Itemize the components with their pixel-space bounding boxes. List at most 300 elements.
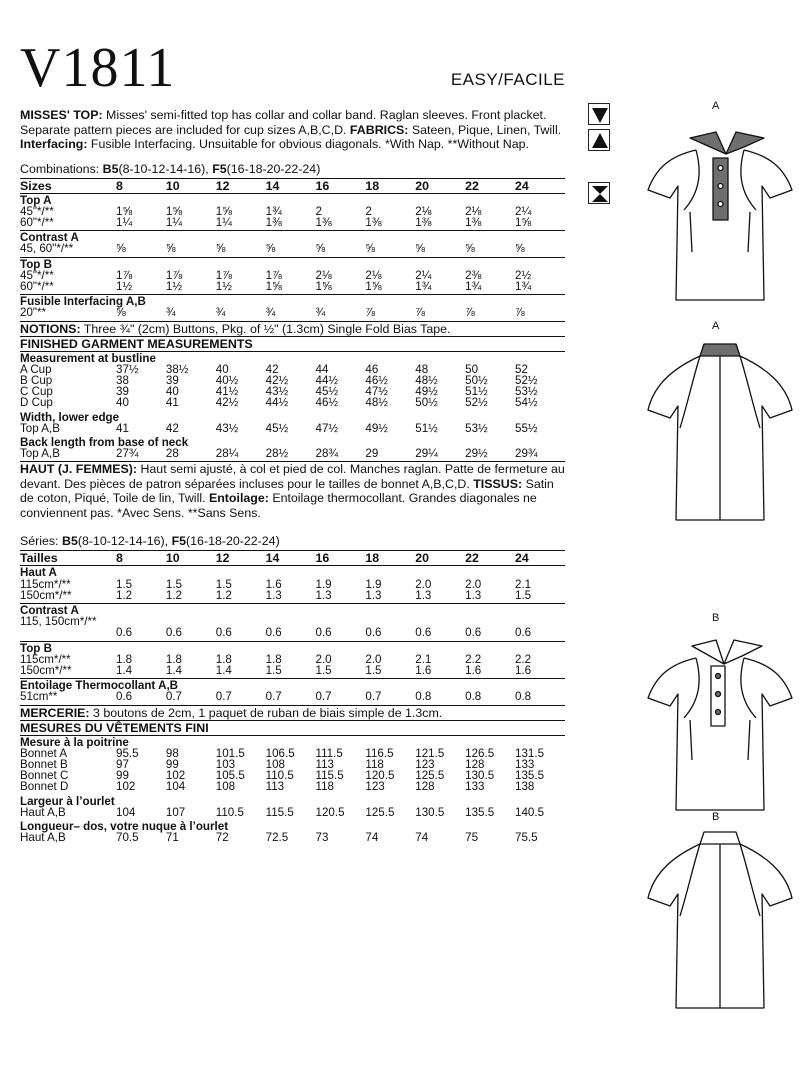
fr-combo-f5-sizes: (16-18-20-22-24) [186,534,280,549]
size-24: 24 [515,551,565,566]
cell-value: ¾ [165,306,176,320]
cell-value: 1.5 [265,663,282,677]
cell-value: 1⅞ [265,268,282,282]
cell-value: 28 [165,447,179,461]
cell-value: 2.1 [415,652,432,666]
cell-value: 1.2 [165,588,182,602]
cell-value: 98 [165,746,179,760]
cell-value: 2¼ [415,268,432,282]
cell-value: 101.5 [215,746,245,760]
cell-value: 38½ [165,362,189,376]
table-row [20,397,565,410]
cell-value: 0.6 [116,690,133,704]
size-10: 10 [166,551,216,566]
cell-value: 40½ [215,373,239,387]
cell-value: 111.5 [315,746,343,760]
cell-value: 1¾ [265,204,282,218]
cell-value: 49½ [415,385,438,399]
row-label: 150cm*/** [20,663,72,677]
cell-value: 1¼ [215,215,232,229]
cell-value: 28½ [265,447,289,461]
figure-label-front-a: A [712,100,720,112]
cell-value: 1.6 [515,663,532,677]
combo-f5: F5 [212,161,227,176]
cell-value: 115.5 [315,769,344,783]
row-label: 115cm*/** [20,577,71,591]
cell-value: ⅝ [215,242,226,256]
cell-value: 1⅞ [215,268,232,282]
cell-value: 110.5 [215,805,244,819]
cell-value: 1.6 [415,663,432,677]
cell-value: 49½ [365,421,388,435]
cell-value: ⅝ [116,242,126,256]
table-row [20,665,565,679]
cell-value: 2.0 [465,577,482,591]
cell-value: 1⅜ [415,215,432,229]
cell-value: 0.8 [515,690,532,704]
interfacing-text: Fusible Interfacing. Unsuitable for obvious diagonals. *With Nap. **Without Nap. [90,137,529,151]
cell-value: 1⅞ [165,268,182,282]
cell-value: 72.5 [265,831,289,845]
fr-interfacing-text: Entoilage thermocollant. Grandes diagonales ne conviennent pas. *Avec Sens. **Sans Sens. [20,491,537,520]
cell-value: 51½ [465,385,488,399]
cell-value: 0.6 [265,626,282,640]
row-label [20,627,116,641]
cell-value: 1⅝ [515,215,532,229]
cell-value: 75 [465,831,479,845]
cell-value: ¾ [315,306,326,320]
cell-value: 52 [515,362,528,376]
cell-value: 123 [415,758,435,771]
cell-value: 0.6 [315,626,332,640]
cell-value: 0.6 [365,626,382,640]
cell-value: 52½ [515,373,538,387]
cell-value: 116.5 [365,746,394,760]
section-title: Fusible Interfacing A,B [20,295,565,308]
cell-value: 29 [365,447,379,461]
cell-value: ⅝ [415,242,425,256]
cell-value: 2.1 [515,577,532,591]
french-measurements-table [20,736,565,846]
combo-b5-sizes: (8-10-12-14-16), [118,161,209,176]
cell-value: 0.6 [515,626,532,640]
size-22: 22 [465,551,515,566]
cell-value: 55½ [515,421,538,435]
cell-value: 135.5 [515,769,545,783]
up-triangle-icon [588,129,610,151]
fr-combo-b5: B5 [62,534,78,549]
top-a-back-illustration [640,332,800,532]
cell-value: 1⅜ [315,215,332,229]
row-label: 45, 60"*/** [20,242,74,256]
cell-value: 108 [215,780,236,794]
table-row [20,807,565,820]
english-yardage-table [20,178,565,321]
combo-b5: B5 [102,161,119,176]
english-combinations [20,162,565,176]
cell-value: 44½ [315,373,339,387]
cell-value: 1.8 [116,652,133,666]
row-label: 45"*/** [20,268,54,282]
fr-combos-label: Séries: [20,534,59,549]
cell-value: 2.0 [415,577,432,591]
cell-value: 130.5 [465,769,495,783]
cell-value: 38 [116,373,129,387]
cell-value: 99 [165,758,179,771]
cell-value: ⅞ [415,306,425,320]
table-row [20,616,565,627]
cell-value: 42½ [265,373,289,387]
combos-label: Combinations: [20,161,100,176]
cell-value: 28¼ [215,447,239,461]
row-label: 115cm*/** [20,652,71,666]
cell-value: 41 [165,396,179,410]
english-description [20,108,565,152]
cell-value: 0.6 [465,626,482,640]
cell-value: 130.5 [415,805,445,819]
cell-value: 113 [265,780,285,794]
row-label: 60"*/** [20,215,54,229]
cell-value: 1⅝ [116,204,133,218]
cell-value: 2⅜ [465,268,482,282]
cell-value: 118 [315,780,334,794]
section-title-row [20,352,565,364]
cell-value: 106.5 [265,746,295,760]
cell-value: 39 [116,385,129,399]
cell-value: 2⅛ [315,268,332,282]
cell-value: 120.5 [315,805,345,819]
table-row [20,832,565,845]
cell-value: 140.5 [515,805,545,819]
cell-value: 46½ [365,373,388,387]
row-label: 60"*/** [20,279,54,293]
cell-value: 1.5 [116,577,133,591]
section-title: Haut A [20,566,57,580]
table-row [20,281,565,295]
row-label: Haut A,B [20,805,66,819]
cell-value: 53½ [515,385,538,399]
table-row [20,217,565,231]
table-row [20,307,565,320]
cell-value: 74 [365,831,379,845]
size-header-row [20,551,565,566]
size-8: 8 [116,551,166,566]
cell-value: 104 [165,780,186,794]
section-title-row [20,603,565,616]
cell-value: 41½ [215,385,239,399]
cell-value: 39 [165,373,179,387]
english-notions [20,321,565,337]
row-label: Top A,B [20,421,60,435]
cell-value: 48½ [415,373,438,387]
cell-value: ⅝ [265,242,276,256]
cell-value: 1.2 [215,588,232,602]
cell-value: 0.8 [465,690,482,704]
row-label: 150cm*/** [20,588,72,602]
figure-label-front-b: B [712,612,720,624]
difficulty-label: EASY/FACILE [450,70,565,89]
cell-value: 47½ [315,421,339,435]
cell-value: 118 [365,758,384,771]
cell-value: 72 [215,831,229,845]
cell-value: 102 [165,769,186,783]
cell-value: 1.2 [116,588,133,602]
cell-value: 75.5 [515,831,538,845]
cell-value: 73 [315,831,329,845]
cell-value: 0.7 [165,690,182,704]
section-title-row [20,193,565,206]
row-label: 45"*/** [20,204,54,218]
cell-value: 1.5 [365,663,382,677]
section-title: Top B [20,641,565,654]
cell-value: 0.7 [315,690,332,704]
cell-value: 107 [165,805,186,819]
cell-value: 1⅜ [465,215,482,229]
table-row [20,590,565,604]
cell-value: 104 [116,805,136,819]
cell-value: 42 [165,421,179,435]
cell-value: 1.9 [365,577,382,591]
cell-value: 1⅞ [116,268,133,282]
hourglass-icon [588,182,610,204]
section-title: Measurement at bustline [20,351,156,365]
size-12: 12 [216,551,266,566]
cell-value: 1.6 [465,663,482,677]
cell-value: 1.4 [215,663,232,677]
cell-value: 1.4 [165,663,182,677]
cell-value: 2⅛ [465,204,482,218]
fabrics-heading: FABRICS: [349,122,409,137]
sizes-label: Sizes [20,178,116,193]
cell-value: 1½ [165,279,182,293]
french-combinations [20,534,565,548]
cell-value: 1¼ [165,215,182,229]
cell-value: 1.3 [465,588,482,602]
size-8: 8 [116,178,166,193]
cell-value: 45½ [315,385,339,399]
cell-value: 1.8 [165,652,182,666]
desc-heading: MISSES' TOP: [20,108,103,122]
cell-value: ¾ [265,306,276,320]
cell-value: 40 [116,396,129,410]
size-header-row [20,178,565,193]
size-10: 10 [166,178,216,193]
section-title: Contrast A [20,603,565,616]
down-triangle-icon [588,103,610,125]
fr-combo-b5-sizes: (8-10-12-14-16), [77,534,169,549]
cell-value: 1.3 [315,588,332,602]
cell-value: 135.5 [465,805,495,819]
cell-value: 1⅝ [165,204,182,218]
section-title: Back length from base of neck [20,435,189,449]
french-yardage-table [20,550,565,704]
cell-value: 113 [315,758,334,771]
cell-value: 126.5 [465,746,495,760]
size-24: 24 [515,178,565,193]
cell-value: 2⅛ [365,268,382,282]
french-notions [20,705,565,721]
page-header [20,37,565,100]
cell-value: 50½ [465,373,488,387]
cell-value: 54½ [515,396,538,410]
cell-value: 1¾ [515,279,532,293]
cell-value: 125.5 [415,769,445,783]
size-22: 22 [465,178,515,193]
fr-notions-text: 3 boutons de 2cm, 1 paquet de ruban de biais simple de 1.3cm. [92,705,443,720]
cell-value: 120.5 [365,769,395,783]
section-title: Longueur– dos, votre nuque à l’ourlet [20,820,229,834]
notions-text: Three ¾" (2cm) Buttons, Pkg. of ½" (1.3cm) Single Fold Bias Tape. [83,321,451,336]
cell-value: 48½ [365,396,388,410]
cell-value: 42½ [215,396,239,410]
table-row [20,627,565,641]
fr-fabrics-heading: TISSUS: [473,476,523,491]
fr-desc-heading: HAUT (J. FEMMES): [20,462,138,477]
cell-value: 37½ [116,362,139,376]
cell-value: 1⅜ [365,215,382,229]
cell-value: ¾ [215,306,226,320]
cell-value: ⅞ [515,306,525,320]
cell-value: 2½ [515,268,532,282]
section-title-row [20,795,565,807]
cell-value: 131.5 [515,746,545,760]
cell-value: 105.5 [215,769,245,783]
table-row [20,579,565,590]
cell-value: 41 [116,421,129,435]
cell-value: 0.6 [116,626,133,640]
cell-value: 133 [465,780,485,794]
cell-value: 47½ [365,385,388,399]
cell-value: 52½ [465,396,488,410]
cell-value: 110.5 [265,769,294,783]
size-18: 18 [365,551,415,566]
cell-value: 0.6 [165,626,182,640]
fr-fabrics-text: Satin de coton, Piqué, Toile de lin, Twill. [20,476,554,506]
section-title-row [20,295,565,308]
cell-value: 2 [365,204,372,218]
table-row [20,691,565,704]
pattern-content [20,108,565,845]
section-title-row [20,736,565,748]
french-description [20,461,565,520]
cell-value: 1.8 [215,652,232,666]
cell-value: 48 [415,362,429,376]
row-label: 51cm** [20,690,58,704]
desc-text: Misses' semi-fitted top has collar and collar band. Raglan sleeves. Front placket. Separate pattern pieces are included for cup sizes A,B,C,D. [20,108,547,137]
cell-value: 128 [415,780,435,794]
cell-value: 1¾ [465,279,482,293]
top-b-back-illustration [640,822,800,1022]
cell-value: 50 [465,362,479,376]
row-label: 20"** [20,306,47,320]
cell-value: 44 [315,362,329,376]
english-measurements-table [20,352,565,462]
cell-value: 2⅛ [415,204,432,218]
size-16: 16 [316,178,366,193]
cell-value: 1.6 [265,577,282,591]
row-label: Bonnet A [20,746,68,760]
table-row [20,781,565,794]
cell-value: 71 [165,831,179,845]
table-row [20,270,565,281]
row-label: Top A,B [20,447,60,461]
fr-desc-text: Haut semi ajusté, à col et pied de col. Manches raglan. Patte de fermeture au devant. Des pièces de patron séparées incluses pour le tailles de bonnet A,B,C,D. [20,462,565,491]
section-title: Width, lower edge [20,410,120,424]
cell-value: 1½ [116,279,133,293]
fabrics-text: Sateen, Pique, Linen, Twill. [411,122,562,137]
section-title: Contrast A [20,231,565,244]
cell-value: 2.0 [315,652,332,666]
row-label: Bonnet B [20,758,68,771]
cell-value: 0.7 [215,690,232,704]
figure-label-back-a: A [712,320,720,332]
cell-value: 45½ [265,421,289,435]
section-title-row [20,231,565,244]
table-row [20,448,565,461]
cell-value: 1.3 [365,588,382,602]
cell-value: 40 [215,362,229,376]
french-measurements-title: MESURES DU VÊTEMENTS FINI [20,721,565,736]
cell-value: 0.6 [215,626,232,640]
cell-value: 27¾ [116,447,139,461]
table-row [20,654,565,665]
pattern-number: V1811 [20,37,176,99]
cell-value: 51½ [415,421,438,435]
notions-heading: NOTIONS: [20,321,81,336]
section-title-row [20,411,565,423]
cell-value: 2.2 [465,652,482,666]
fr-notions-heading: MERCERIE: [20,705,90,720]
cell-value: 1.5 [165,577,182,591]
cell-value: ⅝ [365,242,376,256]
cell-value: 121.5 [415,746,445,760]
size-20: 20 [415,178,465,193]
cell-value: 1¼ [116,215,133,229]
section-title-row [20,566,565,579]
cell-value: 28¾ [315,447,339,461]
cell-value: 2.0 [365,652,382,666]
row-label: Bonnet D [20,780,69,794]
section-title-row [20,257,565,270]
section-title-row [20,820,565,832]
cell-value: 1.5 [315,663,332,677]
cell-value: 1⅝ [315,279,332,293]
cell-value: 0.7 [365,690,382,704]
cell-value: 43½ [265,385,289,399]
section-title-row [20,641,565,654]
cell-value: 0.6 [415,626,432,640]
top-b-front-illustration [640,622,800,822]
cell-value: 102 [116,780,136,794]
cell-value: 115.5 [265,805,294,819]
cell-value: 133 [515,758,535,771]
cell-value: 97 [116,758,129,771]
cell-value: 1.8 [265,652,282,666]
cell-value: 1.4 [116,663,133,677]
fr-interfacing-heading: Entoilage: [208,491,269,506]
cell-value: 29¾ [515,447,538,461]
cell-value: 1.3 [265,588,282,602]
cell-value: 2¼ [515,204,532,218]
cell-value: 1.5 [515,588,532,602]
row-label: B Cup [20,373,53,387]
cell-value: 2.2 [515,652,532,666]
cell-value: 125.5 [365,805,395,819]
section-title: Top B [20,257,565,270]
cell-value: 29¼ [415,447,438,461]
size-20: 20 [415,551,465,566]
cell-value: ⅞ [465,306,475,320]
